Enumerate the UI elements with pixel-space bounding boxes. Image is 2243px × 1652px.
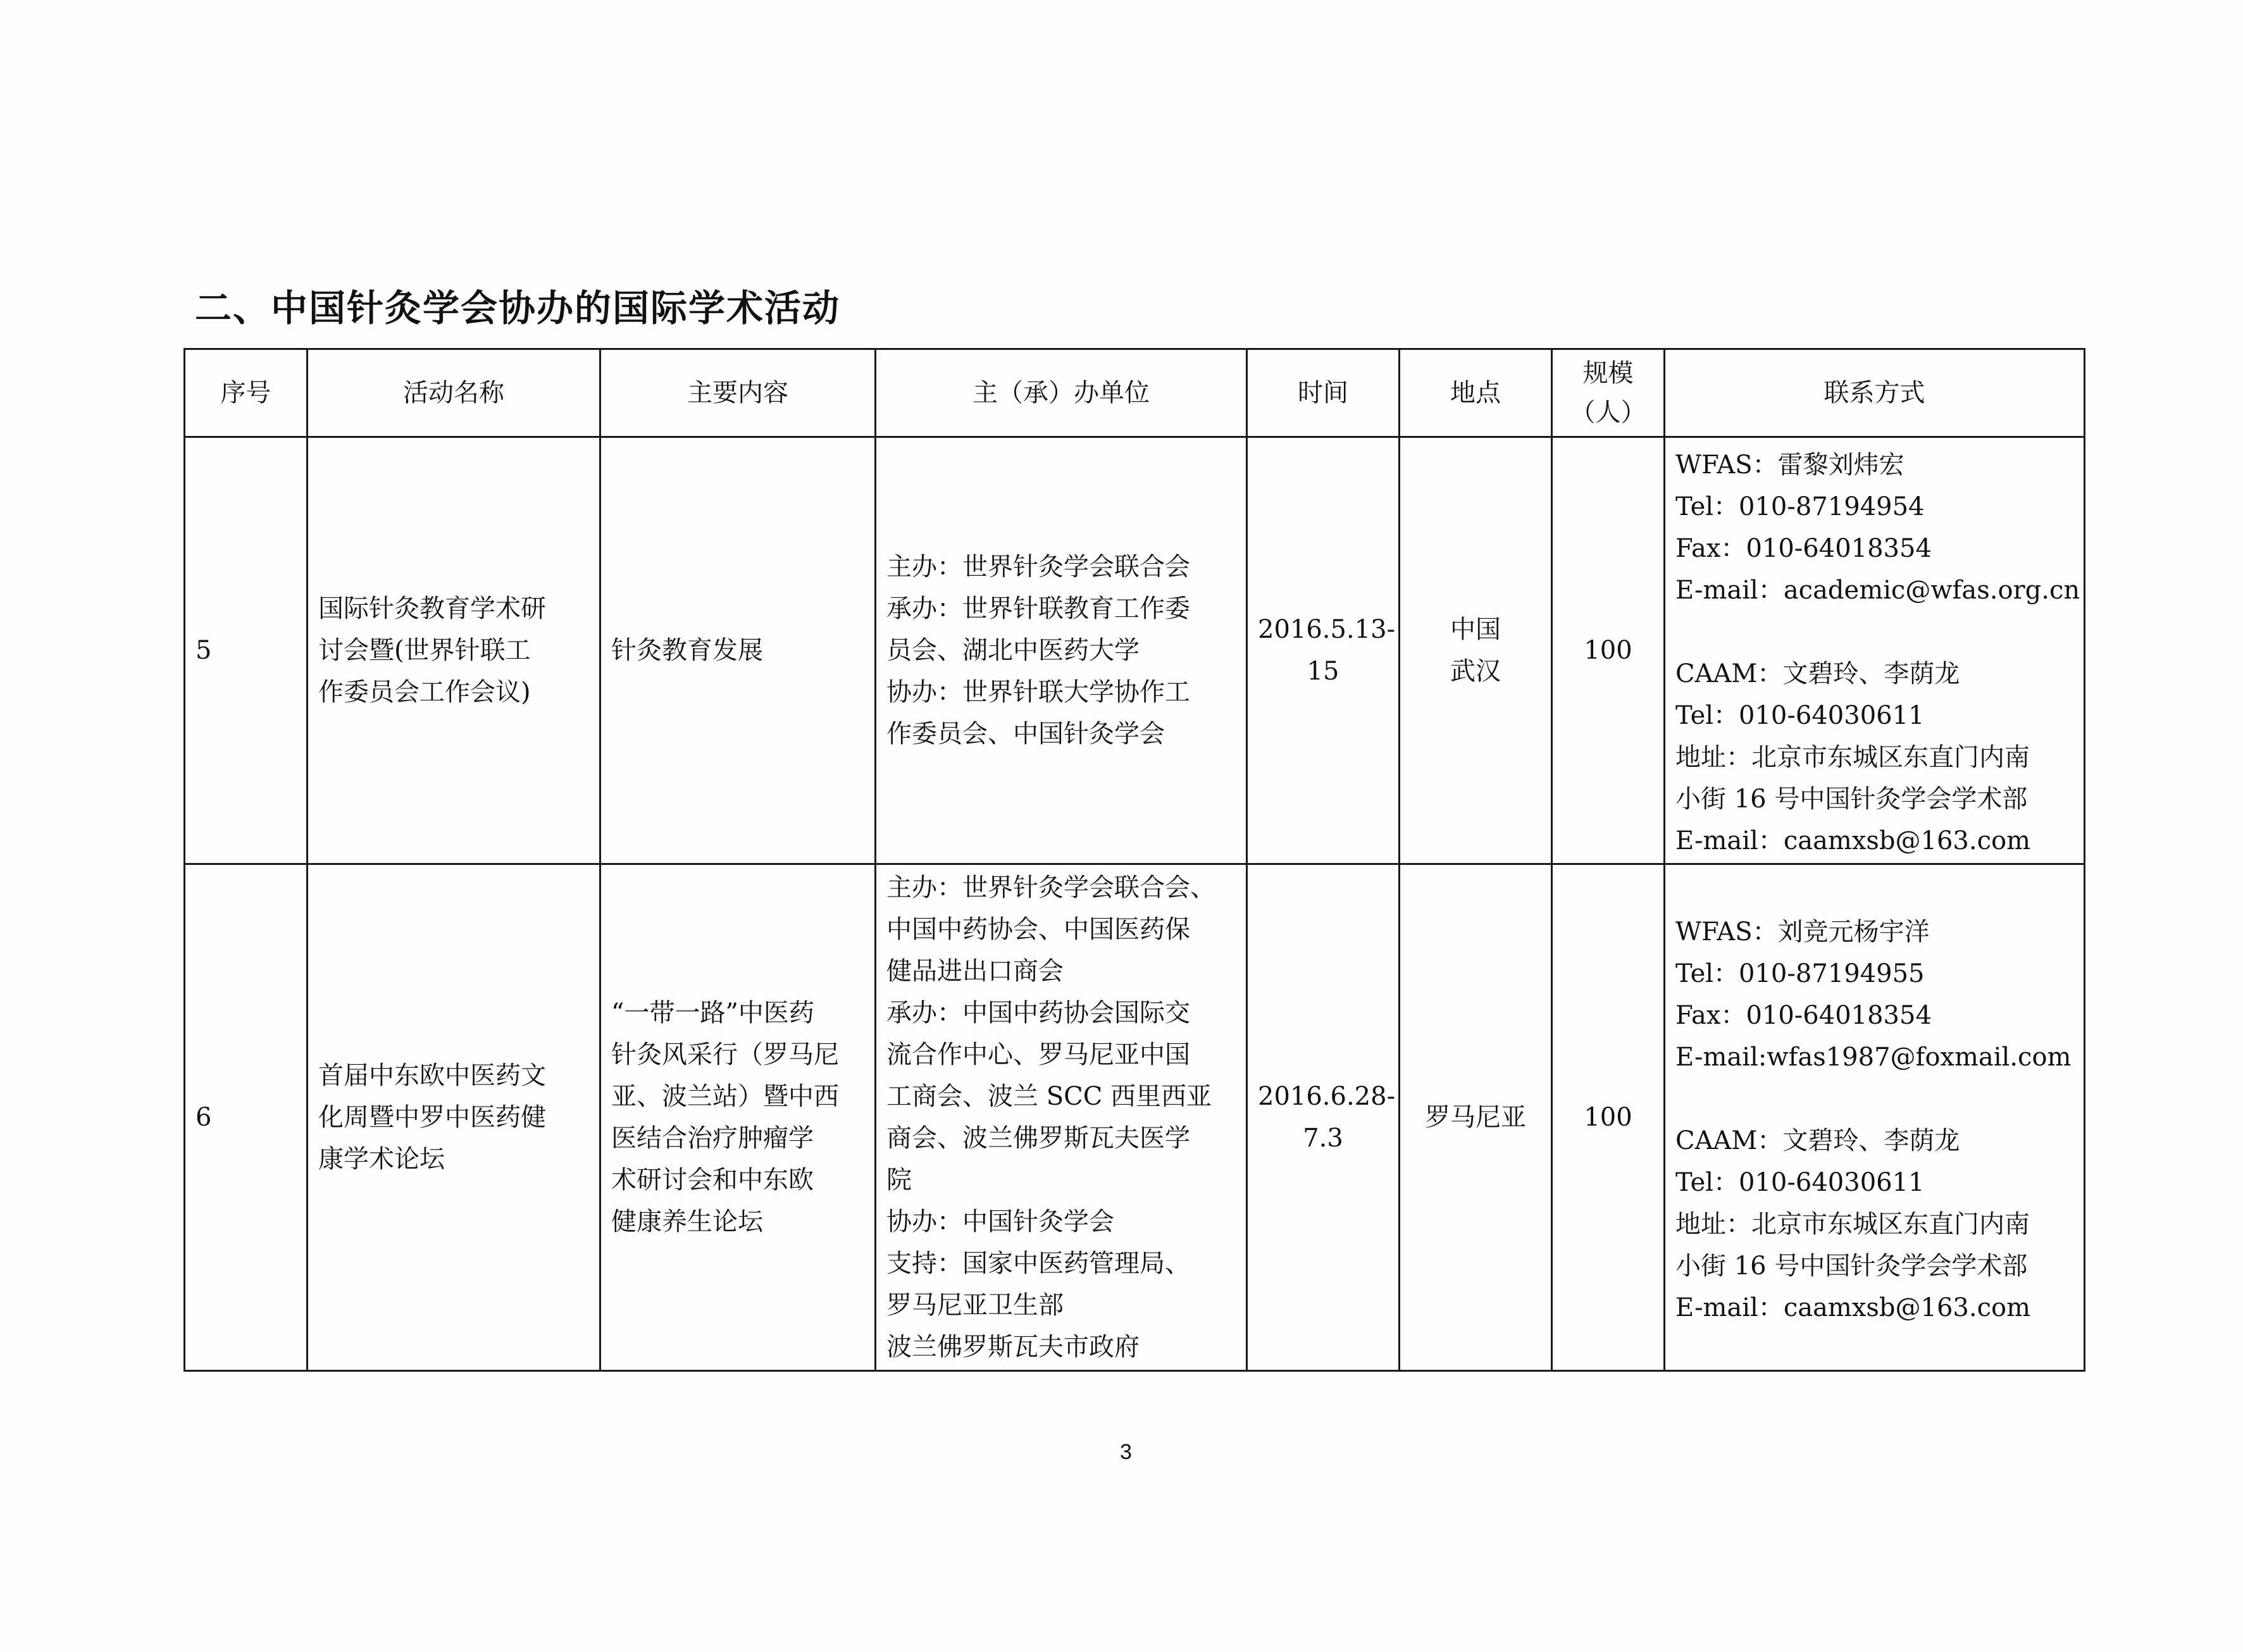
cell-organizers-line: 主办：世界针灸学会联合会 xyxy=(886,552,1190,581)
cell-time-line: 2016.6.28- xyxy=(1258,1082,1396,1111)
cell-time-line: 2016.5.13- xyxy=(1258,615,1396,644)
cell-scale: 100 xyxy=(1552,437,1665,864)
cell-contact-line: 小街 16 号中国针灸学会学术部 xyxy=(1675,1251,2028,1281)
page-number: 3 xyxy=(1120,1440,1132,1464)
cell-organizers-line: 承办：中国中药协会国际交 xyxy=(886,998,1190,1028)
col-header-scale-line: 规模 xyxy=(1582,359,1634,388)
cell-organizers-line: 主办：世界针灸学会联合会、 xyxy=(886,873,1215,902)
cell-contact xyxy=(1665,437,2085,864)
cell-contact-line xyxy=(1675,1078,2073,1120)
cell-seq: 6 xyxy=(185,864,308,1371)
cell-time-line: 15 xyxy=(1307,657,1339,686)
cell-contact-line: E-mail：caamxsb@163.com xyxy=(1675,826,2031,855)
cell-activity-name-line: 国际针灸教育学术研 xyxy=(318,594,546,623)
cell-contact-line: WFAS：刘竞元杨宇洋 xyxy=(1675,917,1930,947)
activities-table xyxy=(183,348,2085,1372)
cell-activity-name xyxy=(308,437,600,864)
col-header-name: 活动名称 xyxy=(308,349,600,437)
cell-organizers-line: 商会、波兰佛罗斯瓦夫医学 xyxy=(886,1124,1190,1153)
col-header-scale xyxy=(1552,349,1665,437)
cell-main-content-line: 亚、波兰站）暨中西 xyxy=(611,1082,839,1111)
cell-contact-line: WFAS：雷黎刘炜宏 xyxy=(1675,450,1904,480)
cell-contact-line: Fax：010-64018354 xyxy=(1675,534,1932,563)
cell-place-line: 罗马尼亚 xyxy=(1425,1103,1526,1132)
cell-contact-line: CAAM：文碧玲、李荫龙 xyxy=(1675,659,1960,688)
cell-contact-line: Fax：010-64018354 xyxy=(1675,1001,1932,1030)
cell-contact-line: CAAM：文碧玲、李荫龙 xyxy=(1675,1126,1960,1155)
cell-organizers-line: 协办：世界针联大学协作工 xyxy=(886,678,1190,707)
cell-activity-name-line: 作委员会工作会议) xyxy=(318,678,531,707)
cell-contact-line: 小街 16 号中国针灸学会学术部 xyxy=(1675,785,2028,814)
cell-organizers-line: 中国中药协会、中国医药保 xyxy=(886,915,1190,944)
cell-contact-line: E-mail：caamxsb@163.com xyxy=(1675,1293,2031,1322)
cell-place xyxy=(1400,864,1552,1371)
cell-contact-line: 地址：北京市东城区东直门内南 xyxy=(1675,743,2030,772)
col-header-scale-unit: （人） xyxy=(1570,398,1646,427)
cell-organizers-line: 流合作中心、罗马尼亚中国 xyxy=(886,1040,1190,1069)
cell-organizers-line: 承办：世界针联教育工作委 xyxy=(886,594,1190,623)
cell-contact-line: Tel：010-87194955 xyxy=(1675,959,1925,988)
cell-contact-line: Tel：010-64030611 xyxy=(1675,701,1925,730)
cell-organizers-line: 协办：中国针灸学会 xyxy=(886,1207,1114,1236)
table-row xyxy=(185,864,2085,1371)
cell-main-content xyxy=(600,437,876,864)
cell-organizers-line: 工商会、波兰 SCC 西里西亚 xyxy=(886,1082,1212,1111)
cell-seq: 5 xyxy=(185,437,308,864)
cell-place-line: 中国 xyxy=(1450,615,1501,644)
cell-organizers-line: 罗马尼亚卫生部 xyxy=(886,1291,1064,1320)
cell-main-content-line: 针灸风采行（罗马尼 xyxy=(611,1040,839,1069)
cell-activity-name xyxy=(308,864,600,1371)
cell-organizers-line: 员会、湖北中医药大学 xyxy=(886,636,1140,665)
cell-main-content-line: 健康养生论坛 xyxy=(611,1207,763,1236)
cell-scale: 100 xyxy=(1552,864,1665,1371)
cell-time-line: 7.3 xyxy=(1303,1124,1343,1153)
cell-time xyxy=(1247,437,1400,864)
cell-activity-name-line: 康学术论坛 xyxy=(318,1145,445,1174)
header-row xyxy=(185,349,2085,437)
col-header-place: 地点 xyxy=(1400,349,1552,437)
cell-contact-line: 地址：北京市东城区东直门内南 xyxy=(1675,1210,2030,1239)
cell-organizers xyxy=(876,864,1247,1371)
cell-activity-name-line: 首届中东欧中医药文 xyxy=(318,1061,546,1090)
cell-organizers xyxy=(876,437,1247,864)
cell-place xyxy=(1400,437,1552,864)
cell-organizers-line: 院 xyxy=(886,1165,912,1195)
cell-main-content-line: 医结合治疗肿瘤学 xyxy=(611,1124,814,1153)
cell-contact-line xyxy=(1675,611,2073,653)
cell-contact-line: Tel：010-64030611 xyxy=(1675,1168,1925,1197)
cell-main-content-line: 针灸教育发展 xyxy=(611,636,763,665)
cell-main-content-line: 术研讨会和中东欧 xyxy=(611,1165,814,1195)
cell-main-content xyxy=(600,864,876,1371)
col-header-contact: 联系方式 xyxy=(1665,349,2085,437)
cell-contact-line: E-mail：academic@wfas.org.cn xyxy=(1675,576,2080,605)
cell-contact-line: E-mail:wfas1987@foxmail.com xyxy=(1675,1043,2072,1072)
cell-activity-name-line: 讨会暨(世界针联工 xyxy=(318,636,531,665)
cell-time xyxy=(1247,864,1400,1371)
col-header-seq: 序号 xyxy=(185,349,308,437)
col-header-time: 时间 xyxy=(1247,349,1400,437)
page-heading: 二、中国针灸学会协办的国际学术活动 xyxy=(195,287,841,330)
cell-organizers-line: 支持：国家中医药管理局、 xyxy=(886,1249,1190,1278)
col-header-content: 主要内容 xyxy=(600,349,876,437)
cell-contact-line: Tel：010-87194954 xyxy=(1675,492,1925,521)
table-row xyxy=(185,437,2085,864)
cell-place-line: 武汉 xyxy=(1450,657,1501,686)
cell-activity-name-line: 化周暨中罗中医药健 xyxy=(318,1103,546,1132)
cell-organizers-line: 健品进出口商会 xyxy=(886,957,1064,986)
cell-organizers-line: 作委员会、中国针灸学会 xyxy=(886,719,1165,748)
cell-main-content-line: “一带一路”中医药 xyxy=(611,998,814,1028)
col-header-organizers: 主（承）办单位 xyxy=(876,349,1247,437)
cell-organizers-line: 波兰佛罗斯瓦夫市政府 xyxy=(886,1332,1140,1362)
cell-contact xyxy=(1665,864,2085,1371)
